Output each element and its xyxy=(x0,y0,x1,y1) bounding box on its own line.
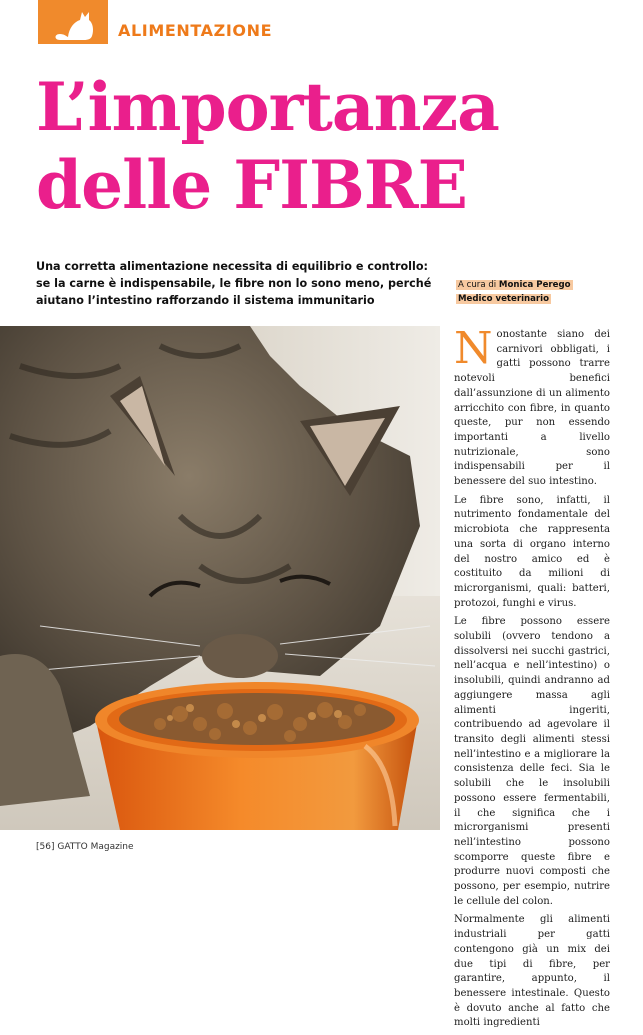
paragraph-1-text: onostante siano dei carnivori obbligati, i gatti possono trarre notevoli benefici dall’assunzione di un alimento arricchito con fibre, in quanto queste, pur non essendo importanti a livello nutrizionale, sono indispensabili per il benessere del suo intestino. xyxy=(454,329,610,488)
paragraph-1 xyxy=(454,323,610,490)
magazine-name: GATTO Magazine xyxy=(57,842,134,852)
paragraph-2: Le fibre sono, infatti, il nutrimento fondamentale del microbiota che rappresenta una sorta di organo interno del nostro amico ed è costituito da milioni di microrganismi, quali: batteri, protozoi, funghi e virus. xyxy=(454,494,610,609)
page-number: [56] xyxy=(36,842,55,852)
title-line-1: L’importanza xyxy=(36,68,499,146)
dropcap: N xyxy=(454,323,493,374)
author-name: Monica Perego xyxy=(498,280,571,290)
section-header xyxy=(0,0,643,44)
paragraph-4: Normalmente gli alimenti industriali per gatti contengono già un mix dei due tipi di fibre, per garantire, appunto, il benessere intestinale. Questo è dovuto anche al fatto che molti ingredienti xyxy=(454,914,610,1029)
cat-eating-photo xyxy=(0,326,440,830)
title-line-2: delle FIBRE xyxy=(36,146,467,224)
byline-line-1 xyxy=(456,280,573,290)
byline xyxy=(456,278,573,306)
author-role: Medico veterinario xyxy=(458,294,550,304)
article-body xyxy=(454,323,610,1035)
paragraph-3: Le fibre possono essere solubili (ovvero tendono a dissolversi nei succhi gastrici, nell’acqua e nell’intestino) o insolubili, quindi andranno ad aggiungere massa agli alimenti ingeriti, contribuendo ad agevolare il transito degli alimenti stessi nell’intestino e a migliorare la consistenza delle feci. Sia le solubili che le insolubili possono essere fermentabili, il che significa che i microrganismi presenti nell’intestino possono scomporre queste fibre e produrre nuovi composti che possono, per esempio, nutrire le cellule del colon. xyxy=(454,616,610,907)
cat-silhouette-icon xyxy=(52,6,100,42)
article-lead: Una corretta alimentazione necessita di equilibrio e controllo: se la carne è indispensabile, le fibre non lo sono meno, perché aiutano l’intestino rafforzando il sistema immunitario xyxy=(36,260,432,307)
byline-prefix: A cura di xyxy=(458,280,497,290)
section-label: ALIMENTAZIONE xyxy=(118,21,273,40)
byline-line-2 xyxy=(456,294,551,304)
article-title xyxy=(36,68,499,224)
page-footer xyxy=(36,842,134,852)
